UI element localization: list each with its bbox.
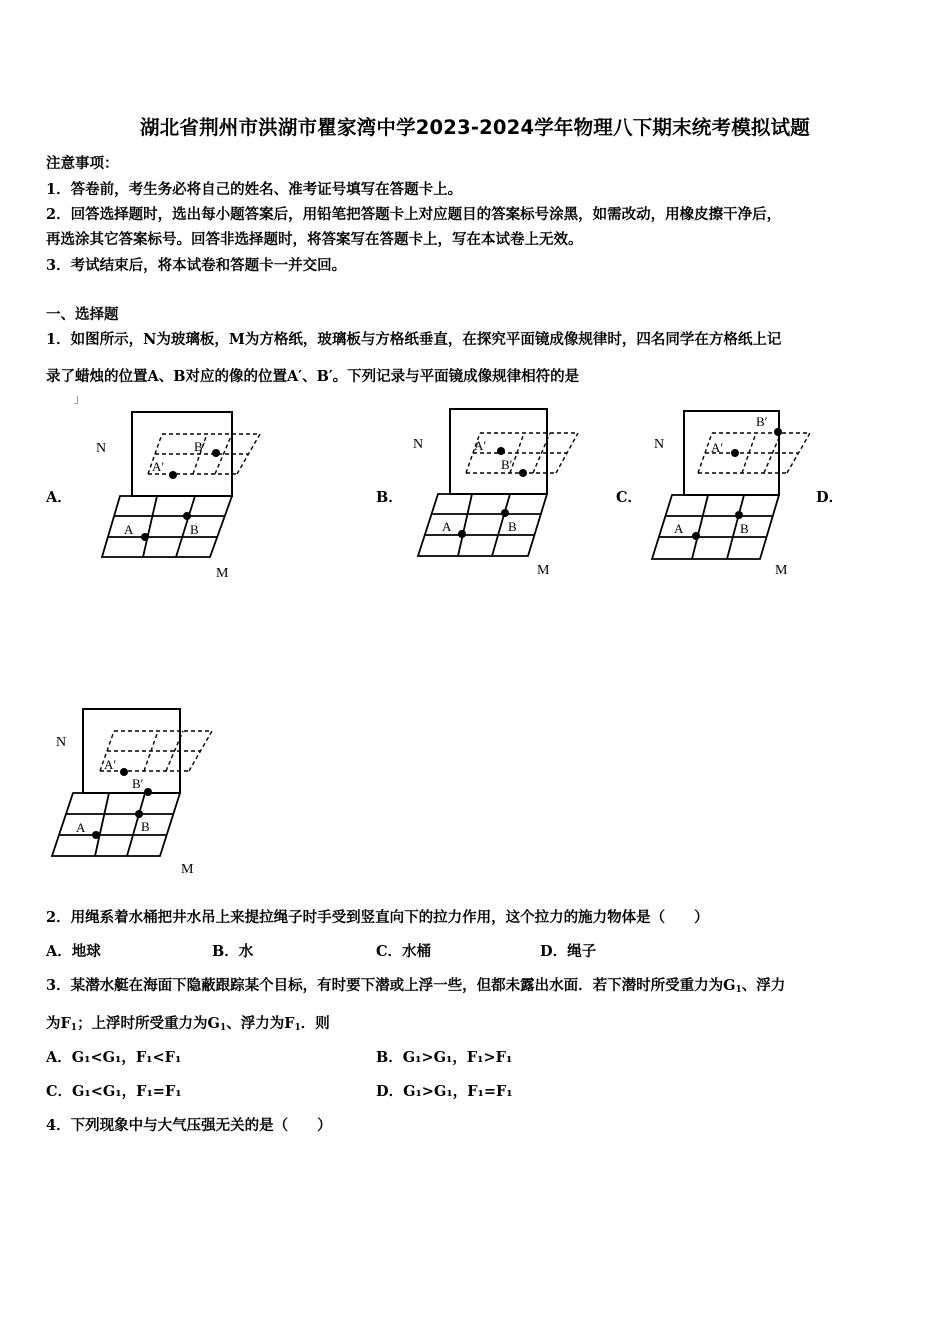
label-a: A [76,820,86,835]
q1-option-a-label: A． [46,489,72,506]
q2-option-b: B．水 [212,943,254,960]
point-a [692,532,700,540]
point-b-prime [144,788,152,796]
point-b [183,512,191,520]
notice-item-1: 1．答卷前，考生务必将自己的姓名、准考证号填写在答题卡上。 [46,181,463,198]
label-a-prime: A′ [711,440,724,455]
label-a: A [124,522,134,537]
point-a [141,533,149,541]
point-b-prime [212,449,220,457]
label-m: M [216,566,229,581]
label-b: B [508,519,517,534]
q2-option-c: C．水桶 [376,943,432,960]
stray-mark: 」 [74,392,85,405]
figure-option-d [40,700,240,885]
question-3-line-1: 3．某潜水艇在海面下隐蔽跟踪某个目标，有时要下潜或上浮一些，但都未露出水面．若下潜时所受重力为$G_1$、浮力 [46,977,786,995]
question-1-line-2: 录了蜡烛的位置A、B对应的像的位置A′、B′。下列记录与平面镜成像规律相符的是 [46,368,580,385]
question-4-text: 4．下列现象中与大气压强无关的是（ ） [46,1117,332,1134]
point-a-prime [120,768,128,776]
label-n: N [654,437,665,452]
point-a-prime [169,471,177,479]
question-1-line-1: 1．如图所示，N为玻璃板，M为方格纸，玻璃板与方格纸垂直，在探究平面镜成像规律时，四名同学在方格纸上记 [46,331,782,348]
label-b: B [190,522,199,537]
notice-heading: 注意事项： [46,155,119,172]
question-2-text: 2．用绳系着水桶把井水吊上来提拉绳子时手受到竖直向下的拉力作用，这个拉力的施力物体是（ ） [46,909,709,926]
label-a: A [442,519,452,534]
page-title: 湖北省荆州市洪湖市瞿家湾中学2023-2024学年物理八下期末统考模拟试题 [139,116,811,139]
label-b: B [141,819,150,834]
label-n: N [413,437,424,452]
q1-option-c-label: C． [616,489,643,506]
label-b-prime: B′ [756,414,768,429]
label-a-prime: A′ [152,459,165,474]
label-m: M [181,862,194,877]
label-m: M [537,563,550,578]
q3-option-d: D．G₁>G₁，F₁=F₁ [376,1083,513,1100]
label-b-prime: B′ [501,457,513,472]
label-a: A [674,521,684,536]
q3-option-a: A．G₁<G₁，F₁<F₁ [46,1049,182,1066]
point-a [92,831,100,839]
notice-item-3: 3．考试结束后，将本试卷和答题卡一并交回。 [46,257,347,274]
q3-option-c: C．G₁<G₁，F₁=F₁ [46,1083,182,1100]
point-a-prime [497,447,505,455]
q3-option-b: B．G₁>G₁，F₁>F₁ [376,1049,513,1066]
q2-option-d: D．绳子 [540,943,597,960]
section-heading: 一、选择题 [46,306,119,323]
point-b-prime [519,469,527,477]
label-b-prime: B′ [132,776,144,791]
point-b [135,810,143,818]
point-a-prime [731,449,739,457]
figure-option-a [80,400,280,585]
label-a-prime: A′ [474,438,487,453]
figure-option-c [640,400,830,585]
label-n: N [56,735,67,750]
figure-option-b [400,400,600,585]
label-a-prime: A′ [104,757,117,772]
q1-option-d-label: D． [816,489,844,506]
label-b-prime: B′ [194,439,206,454]
point-b [501,509,509,517]
point-b [735,511,743,519]
point-b-prime [774,428,782,436]
point-a [458,530,466,538]
label-b: B [740,521,749,536]
notice-item-2: 2．回答选择题时，选出每小题答案后，用铅笔把答题卡上对应题目的答案标号涂黑，如需改动，用橡皮擦干净后， [46,206,782,223]
label-n: N [96,441,107,456]
q1-option-b-label: B． [376,489,403,506]
label-m: M [775,563,788,578]
q2-option-a: A．地球 [46,943,101,960]
notice-item-2-cont: 再选涂其它答案标号。回答非选择题时，将答案写在答题卡上，写在本试卷上无效。 [46,231,583,248]
question-3-line-2: 为$F_1$；上浮时所受重力为$G_1$、浮力为$F_1$．则 [46,1015,330,1033]
